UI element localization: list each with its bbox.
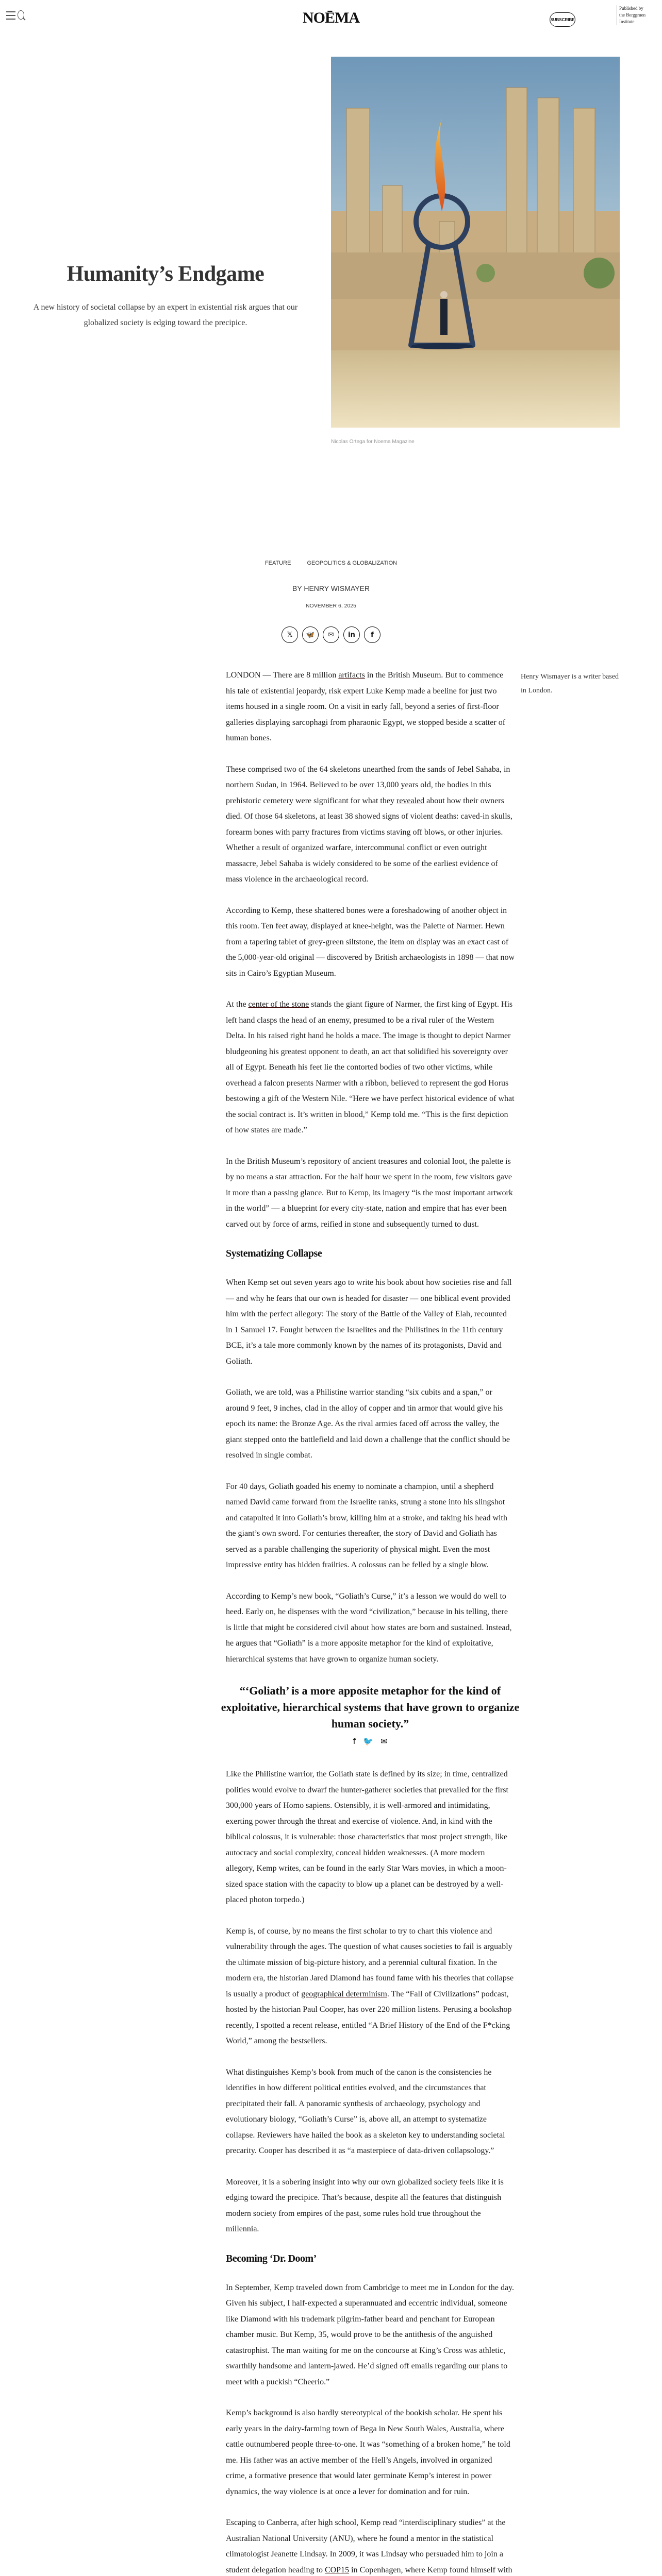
tag-feature[interactable]: FEATURE	[264, 560, 291, 566]
paragraph: For 40 days, Goliath goaded his enemy to nominate a champion, until a shepherd named David came forward from the Israelite ranks, strung a stone into his slingshot and catapulted it into Goliath’s brow, killing him at a stroke, and taking his head with the giant’s own sword. For centuries thereafter, the story of David and Goliath has served as a parable challenging the superiority of physical might. Even the most impressive entity has hidden frailties. A colossus can be felled by a single blow.	[226, 1482, 507, 1569]
site-logo[interactable]: NOĒMA	[303, 9, 359, 26]
paragraph: According to Kemp, these shattered bones were a foreshadowing of another object in this room. Ten feet away, displayed at knee-height, was the Palette of Narmer. Hewn from a tapering tablet of grey-green siltstone, the item on display was an exact cast of the 5,000-year-old original — discovered by British archaeologists in 1898 — that now sits in Cairo’s Egyptian Museum.	[226, 906, 515, 978]
text-run: in Copenhagen, where Kemp found himself with	[351, 2565, 512, 2574]
pull-quote	[210, 1683, 530, 1746]
paragraph: What distinguishes Kemp’s book from much of the canon is the consistencies he identifies in how different political entities evolved, and the circumstances that precipitated their fall. A panoramic synthesis of archaeology, psychology and evolutionary biology, “Goliath’s Curse” is, above all, an attempt to systematize collapse. Reviewers have hailed the book as a skeleton key to understanding societal precarity. Cooper has described it as “a masterpiece of data-driven collapsology.”	[226, 2067, 505, 2155]
inline-link[interactable]: revealed	[396, 796, 425, 805]
text-run: stands the giant figure of Narmer, the first king of Egypt. His left hand clasps the head of an enemy, presumed to be a rival ruler of the Western Delta. In his raised right hand he holds a mace. The image is thought to depict Narmer bludgeoning his greatest opponent to death, an act that solidified his sovereignty over all of Egypt. Beneath his feet lie the contorted bodies of two other victims, while overhead a falcon presents Narmer with a ribbon, believed to represent the god Horus bestowing a gift of the Western Nile. “Here we have perfect historical evidence of what the social contract is. It’s written in blood,” Kemp told me. “This is the first depiction of how states are made.”	[226, 1000, 515, 1134]
paragraph	[226, 668, 515, 747]
twitter-icon[interactable]: 🐦	[363, 1736, 374, 1746]
facebook-icon[interactable]: f	[364, 626, 380, 643]
inline-link[interactable]: COP15	[324, 2565, 350, 2574]
paragraph	[226, 2515, 515, 2576]
text-run: These comprised two of the 64 skeletons unearthed from the sands of Jebel Sahaba, in northern Sudan, in 1964. Believed to be over 13,000 years old, the bodies in this prehistoric cemetery were significant for what they	[226, 765, 510, 805]
pull-quote-share	[210, 1736, 530, 1746]
article-title: Humanity’s Endgame	[67, 262, 264, 286]
share-buttons	[0, 626, 662, 643]
publisher-note[interactable]: Published by the Berggruen Institute	[617, 5, 648, 25]
paragraph: When Kemp set out seven years ago to write his book about how societies rise and fall — and why he fears that our own is headed for disaster — one biblical event provided him with the perfect allegory: The story of the Battle of the Valley of Elah, recounted in 1 Samuel 17. Fought between the Israelites and the Philistines in the 11th century BCE, it’s a tale more commonly known by the names of its protagonists, David and Goliath.	[226, 1278, 512, 1366]
site-header	[0, 0, 662, 31]
x-icon[interactable]: 𝕏	[282, 626, 298, 643]
image-credit: Nicolas Ortega for Noema Magazine	[331, 439, 415, 445]
pull-quote-text: “‘Goliath’ is a more apposite metaphor for the kind of exploitative, hierarchical systems that have grown to organize human society.”	[221, 1684, 520, 1730]
article-tags	[0, 560, 662, 566]
email-icon[interactable]: ✉	[380, 1736, 388, 1746]
text-run: LONDON — There are 8 million	[226, 671, 339, 680]
article-body	[221, 668, 520, 2576]
byline[interactable]: BY HENRY WISMAYER	[292, 584, 370, 592]
text-run: At the	[226, 1000, 249, 1009]
paragraph: Like the Philistine warrior, the Goliath state is defined by its size; in time, centralized polities would evolve to dwarf the hunter-gatherer societies that prevailed for the first 300,000 years of Homo sapiens. Ostensibly, it is well-armored and intimidating, exerting power through the threat and exercise of violence. And, in kind with the biblical colossus, it is vulnerable: those characteristics that most project strength, like autocracy and social complexity, conceal hidden weaknesses. (A more modern allegory, Kemp writes, can be found in the early Star Wars movies, in which a moon-sized space station with the capacity to blow up a planet can be destroyed by a well-placed photon torpedo.)	[226, 1770, 508, 1904]
article-dek: A new history of societal collapse by an expert in existential risk argues that our globalized society is edging toward the precipice.	[33, 303, 298, 327]
publish-date: NOVEMBER 6, 2025	[305, 603, 357, 609]
email-icon[interactable]: ✉	[323, 626, 339, 643]
inline-link[interactable]: artifacts	[338, 671, 365, 680]
subscribe-button[interactable]: SUBSCRIBE	[550, 12, 575, 27]
bluesky-icon[interactable]: 🦋	[302, 626, 319, 643]
inline-link[interactable]: geographical determinism	[301, 1989, 387, 1998]
tag-geopolitics[interactable]: GEOPOLITICS & GLOBALIZATION	[307, 560, 398, 566]
text-run: Escaping to Canberra, after high school, Kemp read “interdisciplinary studies” at the Australian National University (ANU), where he found a mentor in the statistical climatologist Jeanette Lindsay. In 2009, it was Lindsay who persuaded him to join a student delegation heading to	[226, 2518, 506, 2574]
paragraph: Goliath, we are told, was a Philistine warrior standing “six cubits and a span,” or around 9 feet, 9 inches, clad in the alloy of copper and tin armor that would give his epoch its name: the Bronze Age. As the rival armies faced off across the valley, the giant stepped onto the battlefield and laid down a challenge that the conflict should be resolved in single combat.	[226, 1388, 510, 1460]
paragraph: Kemp’s background is also hardly stereotypical of the bookish scholar. He spent his early years in the dairy-farming town of Bega in New South Wales, Australia, where cattle outnumbered people three-to-one. It was “something of a broken home,” he told me. His father was an active member of the Hell’s Angels, involved in organized crime, a formative presence that would later germinate Kemp’s interest in power dynamics, the way violence is at once a lever for domination and for ruin.	[226, 2409, 510, 2496]
text-run: . The “Fall of Civilizations” podcast, hosted by the historian Paul Cooper, has over 220 million listens. Perusing a bookshop recently, I spotted a recent release, entitled “A Brief History of the End of the F*cking World,” among the bestsellers.	[226, 1989, 512, 2045]
paragraph: In the British Museum’s repository of ancient treasures and colonial loot, the palette is by no means a star attraction. For the half hour we spent in the room, few visitors gave it more than a passing glance. But to Kemp, its imagery “is the most important artwork in the world” — a blueprint for every city-state, nation and empire that has ever been carved out by force of arms, reified in stone and subsequently turned to dust.	[226, 1157, 513, 1229]
hero-illustration	[331, 57, 620, 428]
paragraph: Moreover, it is a sobering insight into why our own globalized society feels like it is edging toward the precipice. That’s because, despite all the features that distinguish modern society from empires of the past, some rules hold true throughout the millennia.	[226, 2177, 504, 2233]
hero-illustration-svg	[331, 57, 620, 428]
linkedin-icon[interactable]: in	[343, 626, 360, 643]
ground	[331, 350, 620, 428]
paragraph: In September, Kemp traveled down from Cambridge to meet me in London for the day. Given his subject, I half-expected a superannuated and eccentric individual, someone like Diamond with his trademark pilgrim-father beard and penchant for European chamber music. But Kemp, 35, would prove to be the antithesis of the anguished catastrophist. The man waiting for me on the concourse at King’s Cross was athletic, swarthily handsome and lantern-jawed. He’d signed off emails regarding our plans to meet with a puckish “Cheerio.”	[226, 2283, 515, 2386]
text-run: in the British Museum. But to commence his tale of existential jeopardy, risk expert Luke Kemp made a beeline for just two items housed in a single room. On a visit in early fall, beyond a series of first-floor galleries displaying sarcophagi from pharaonic Egypt, we stopped beside a scatter of human bones.	[226, 671, 506, 742]
text-run: Kemp is, of course, by no means the first scholar to try to chart this violence and vulnerability through the ages. The question of what causes societies to fail is arguably the ultimate mission of big-picture history, and a perennial cultural fixation. In the modern era, the historian Jared Diamond has found fame with his theories that collapse is usually a product of	[226, 1926, 514, 1998]
text-run: about how their owners died. Of those 64 skeletons, at least 38 showed signs of violent deaths: caved-in skulls, forearm bones with parry fractures from victims staving off blows, or other injuries. Whether a result of organized warfare, intercommunal conflict or even outright massacre, Jebel Sahaba is widely considered to be some of the earliest evidence of mass violence in the archaeological record.	[226, 796, 512, 884]
paragraph	[226, 762, 515, 888]
section-heading: Systematizing Collapse	[226, 1248, 322, 1259]
section-heading: Becoming ‘Dr. Doom’	[226, 2252, 317, 2264]
facebook-icon[interactable]: f	[353, 1736, 356, 1746]
author-bio: Henry Wismayer is a writer based in London.	[521, 673, 619, 694]
inline-link[interactable]: center of the stone	[248, 1000, 309, 1009]
paragraph	[226, 1924, 515, 2049]
paragraph	[226, 997, 515, 1139]
tree	[584, 258, 615, 289]
paragraph: According to Kemp’s new book, “Goliath’s Curse,” it’s a lesson we would do well to heed. Early on, he dispenses with the word “civilization,” because in his telling, there is little that might be considered civil about how states are born and sustained. Instead, he argues that “Goliath” is a more apposite metaphor for the kind of exploitative, hierarchical systems that have grown to organize human society.	[226, 1591, 512, 1664]
tree	[476, 264, 495, 282]
